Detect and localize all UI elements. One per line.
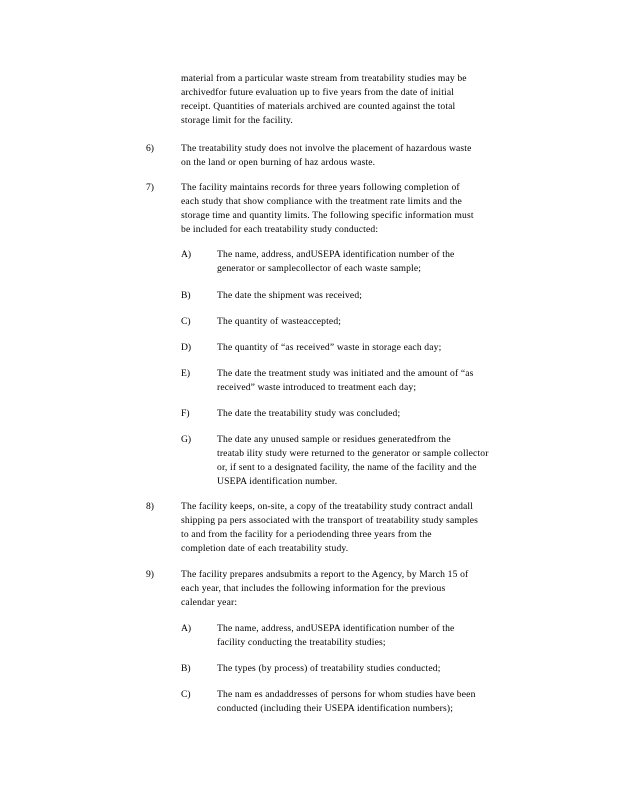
sub-item-letter: A) [181, 249, 192, 260]
text-line: The facility keeps, on-site, a copy of the treatability study contract andall [181, 501, 474, 512]
text-line: calendar year: [181, 597, 238, 608]
text-line: The treatability study does not involve the placement of hazardous waste [181, 143, 472, 154]
sub-item-text [217, 433, 489, 489]
text-line: The date the shipment was received; [217, 290, 363, 301]
text-line: The types (by process) of treatability studies conducted; [217, 663, 441, 674]
sub-item-letter: E) [181, 368, 191, 379]
sub-item-letter: B) [181, 663, 191, 674]
item-6-text [181, 142, 472, 170]
text-line: The date the treatment study was initiated and the amount of “as [217, 368, 474, 379]
item-number: 7) [146, 182, 154, 193]
item-9-text [181, 568, 468, 610]
text-line: received” waste introduced to treatment each day; [217, 382, 417, 393]
sub-item-text [217, 688, 476, 716]
text-line: The date any unused sample or residues generatedfrom the [217, 434, 451, 445]
text-line: The quantity of “as received” waste in storage each day; [217, 342, 442, 353]
sub-item-text [217, 407, 400, 421]
sub-item-letter: G) [181, 434, 192, 445]
sub-item-letter: A) [181, 623, 192, 634]
text-line: treatab ility study were returned to the generator or sample collector [217, 448, 489, 459]
text-line: The quantity of wasteaccepted; [217, 316, 342, 327]
item-number: 6) [146, 143, 154, 154]
sub-item-text [217, 248, 454, 276]
text-line: archivedfor future evaluation up to five years from the date of initial [181, 87, 455, 98]
text-line: conducted (including their USEPA identification numbers); [217, 703, 454, 714]
sub-item-text [217, 662, 441, 676]
text-line: completion date of each treatability study. [181, 543, 349, 554]
item-number: 9) [146, 569, 154, 580]
item-7-text [181, 181, 474, 237]
item-number: 8) [146, 501, 154, 512]
text-line: The facility maintains records for three years following completion of [181, 182, 460, 193]
text-line: The name, address, andUSEPA identification number of the [217, 623, 455, 634]
text-line: each study that show compliance with the treatment rate limits and the [181, 196, 462, 207]
sub-item-text [217, 315, 341, 329]
text-line: material from a particular waste stream from treatability studies may be [181, 73, 467, 84]
sub-item-letter: B) [181, 290, 191, 301]
text-line: generator or samplecollector of each waste sample; [217, 263, 422, 274]
intro-paragraph [181, 72, 531, 128]
item-8-text [181, 500, 478, 556]
text-line: facility conducting the treatability studies; [217, 637, 386, 648]
text-line: The facility prepares andsubmits a report to the Agency, by March 15 of [181, 569, 469, 580]
sub-item-text [217, 367, 474, 395]
text-line: USEPA identification number. [217, 476, 338, 487]
text-line: receipt. Quantities of materials archived are counted against the total [181, 101, 456, 112]
text-line: on the land or open burning of haz ardous waste. [181, 157, 376, 168]
sub-item-letter: C) [181, 689, 191, 700]
text-line: storage time and quantity limits. The following specific information must [181, 210, 474, 221]
text-line: The name, address, andUSEPA identification number of the [217, 249, 455, 260]
text-line: each year, that includes the following information for the previous [181, 583, 446, 594]
sub-item-letter: D) [181, 342, 192, 353]
text-line: The date the treatability study was concluded; [217, 408, 401, 419]
text-line: The nam es andaddresses of persons for whom studies have been [217, 689, 476, 700]
text-line: shipping pa pers associated with the transport of treatability study samples [181, 515, 479, 526]
sub-item-text [217, 289, 362, 303]
sub-item-letter: F) [181, 408, 190, 419]
text-line: or, if sent to a designated facility, the name of the facility and the [217, 462, 477, 473]
sub-item-letter: C) [181, 316, 191, 327]
sub-item-text [217, 341, 441, 355]
text-line: be included for each treatability study conducted: [181, 224, 379, 235]
text-line: to and from the facility for a periodending three years from the [181, 529, 432, 540]
text-line: storage limit for the facility. [181, 115, 293, 126]
sub-item-text [217, 622, 454, 650]
